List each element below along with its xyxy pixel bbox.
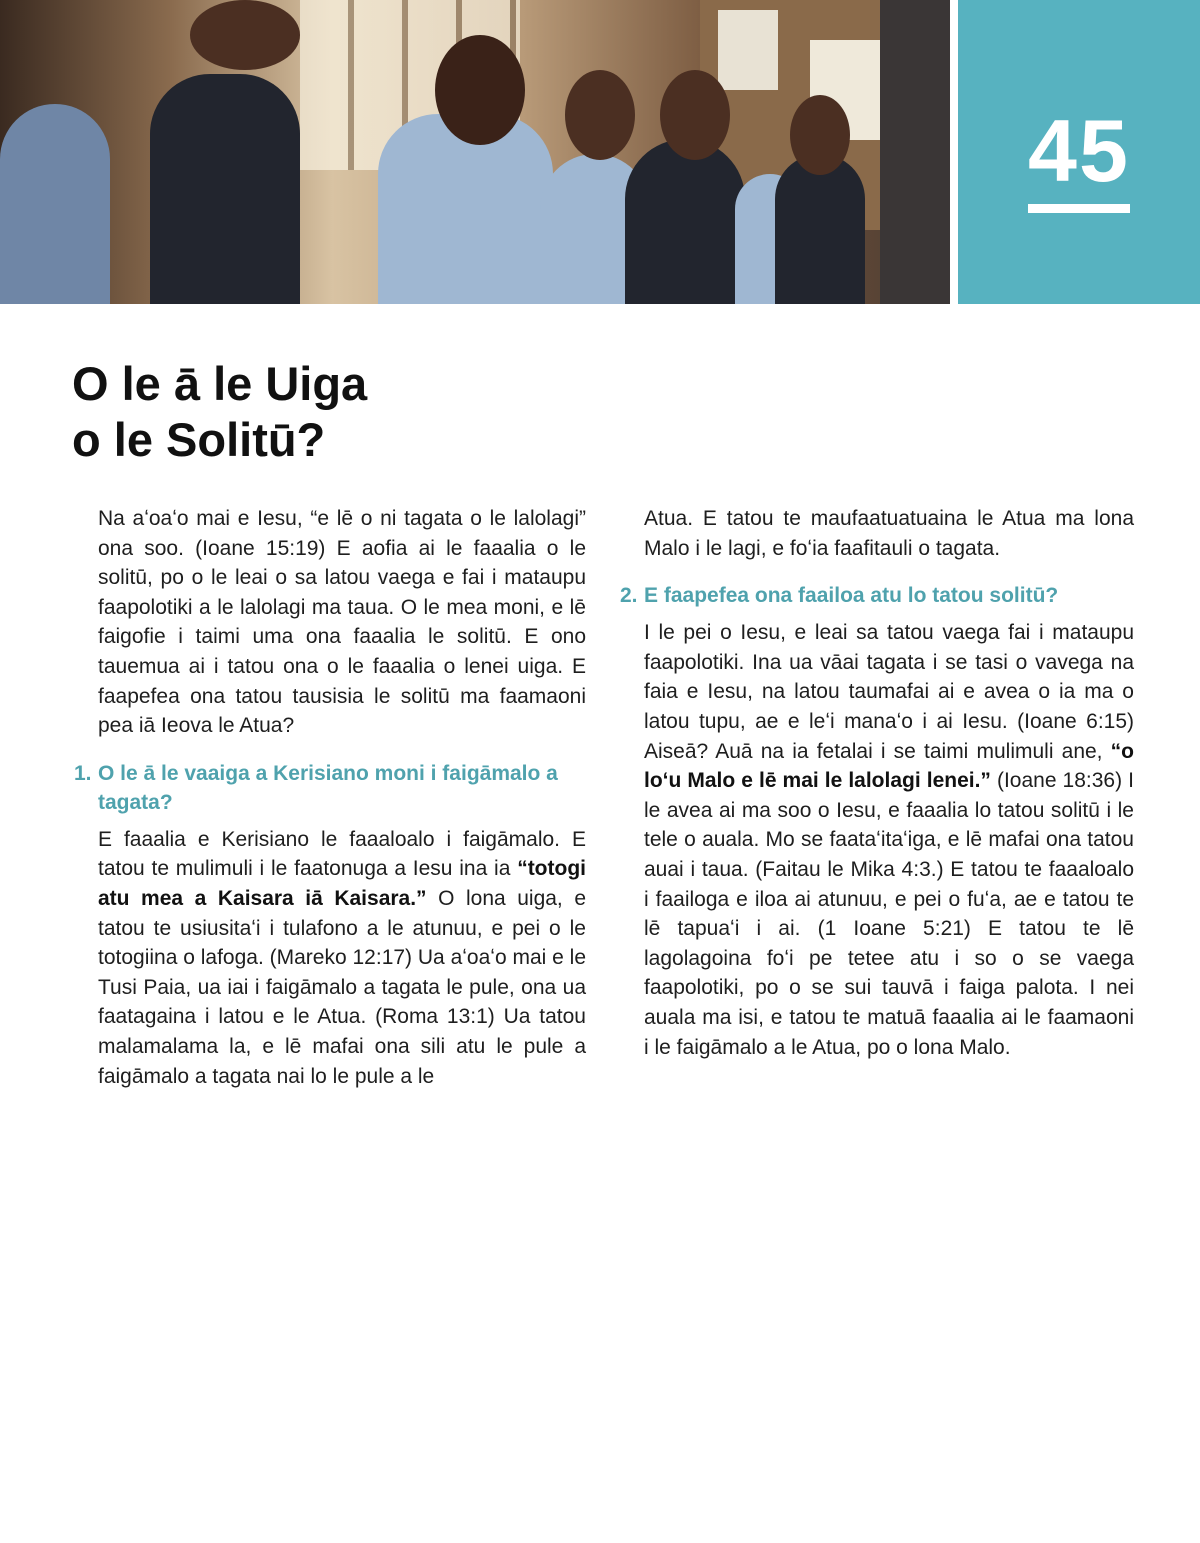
question-2-text: E faapefea ona faailoa atu lo tatou solitū? — [644, 584, 1059, 608]
left-column — [74, 504, 586, 1091]
question-2-number: 2. — [620, 584, 638, 608]
student-head — [565, 70, 635, 160]
title-line-1: O le ā le Uiga — [72, 357, 368, 410]
person-edge — [880, 0, 950, 304]
answer-2-quote: “o loʻu Malo e lē mai le lalolagi lenei.” — [644, 739, 1134, 793]
question-2 — [620, 581, 1134, 610]
answer-1-paragraph — [98, 825, 586, 1091]
answer-1-text: E faaalia e Kerisiano le faaaloalo i faigāmalo. E tatou te mulimuli i le faatonuga a Iesu ina ia — [98, 827, 586, 881]
question-1-number: 1. — [74, 761, 92, 785]
student-vest — [625, 139, 745, 304]
student-head — [790, 95, 850, 175]
page-title — [72, 356, 367, 468]
intro-paragraph: Na aʻoaʻo mai e Iesu, “e lē o ni tagata o le lalolagi” ona soo. (Ioane 15:19) E aofia ai le faaalia o le solitū, po o le leai o sa latou vaega e fai i mataupu faapolotiki a le lalolagi ma taua. O le mea moni, e lē faigofie i taimi uma ona faaalia le solitū. E ono tauemua ai i tatou ona o le faaalia o lenei uiga. E faapefea ona tatou tausisia le solitū ma faamaoni pea iā Ieova le Atua? — [98, 507, 586, 738]
title-line-2: o le Solitū? — [72, 413, 326, 466]
right-column — [620, 504, 1134, 1062]
answer-1-quote: “totogi atu mea a Kaisara iā Kaisara.” — [98, 857, 586, 910]
person-foreground — [0, 104, 110, 304]
lesson-number-box — [958, 0, 1200, 304]
answer-2-text: I le pei o Iesu, e leai sa tatou vaega fai i mataupu faapolotiki. Ina ua vāai tagata i se tasi o vavega na faia e Iesu, na latou taumafai ai e avea o ia ma o latou tupu, ae e leʻi manaʻo i ai Iesu. (Ioane 6:15) Aiseā? Auā na ia fetalai i se taimi mulimuli ane, — [644, 621, 1134, 763]
hero-photo — [0, 0, 950, 304]
person-suit — [150, 74, 300, 304]
answer-2-paragraph — [644, 618, 1134, 1062]
lesson-number: 45 — [1028, 101, 1130, 200]
answer-1-text-cont: O lona uiga, e tatou te usiusitaʻi i tulafono a le atunuu, e pei o le totogiina o lafoga. (Mareko 12:17) Ua aʻoaʻo mai e le Tusi Paia, ua iai i faigāmalo a tagata le pule, ona ua faatagaina i latou e le Atua. (Roma 13:1) Ua tatou malamalama la, e lē mafai ona sili atu le pule a faigāmalo a tagata nai lo le pule a le — [98, 886, 586, 1088]
question-1 — [74, 759, 586, 817]
person-head — [190, 0, 300, 70]
student-vest — [775, 154, 865, 304]
answer-1-continued: Atua. E tatou te maufaatuatuaina le Atua ma lona Malo i le lagi, e foʻia faafitauli o tagata. — [644, 507, 1134, 560]
answer-2-text-cont: (Ioane 18:36) I le avea ai ma soo o Iesu, e faaalia lo tatou solitū i le tele o auala. Mo se faataʻitaʻiga, e lē mafai ona tatou auai i taua. (Faitau le Mika 4:3.) E tatou te faaaloalo i faailoga e iloa ai atunuu, e pei o fuʻa, ae e tatou te lē tapuaʻi i ai. (1 Ioane 5:21) E tatou te lē lagolagoina foʻi pe tetee atu i so o se vaega faapolotiki, po o se sui tauvā i faiga palota. I nei auala ma isi, e tatou te matuā faaalia ai le faamaoni i le faigāmalo a le Atua, po o lona Malo. — [644, 769, 1134, 1059]
question-1-text: O le ā le vaaiga a Kerisiano moni i faigāmalo a tagata? — [98, 761, 558, 814]
student-head — [660, 70, 730, 160]
student-center — [378, 114, 553, 304]
number-underline — [1028, 204, 1130, 213]
student-head — [435, 35, 525, 145]
